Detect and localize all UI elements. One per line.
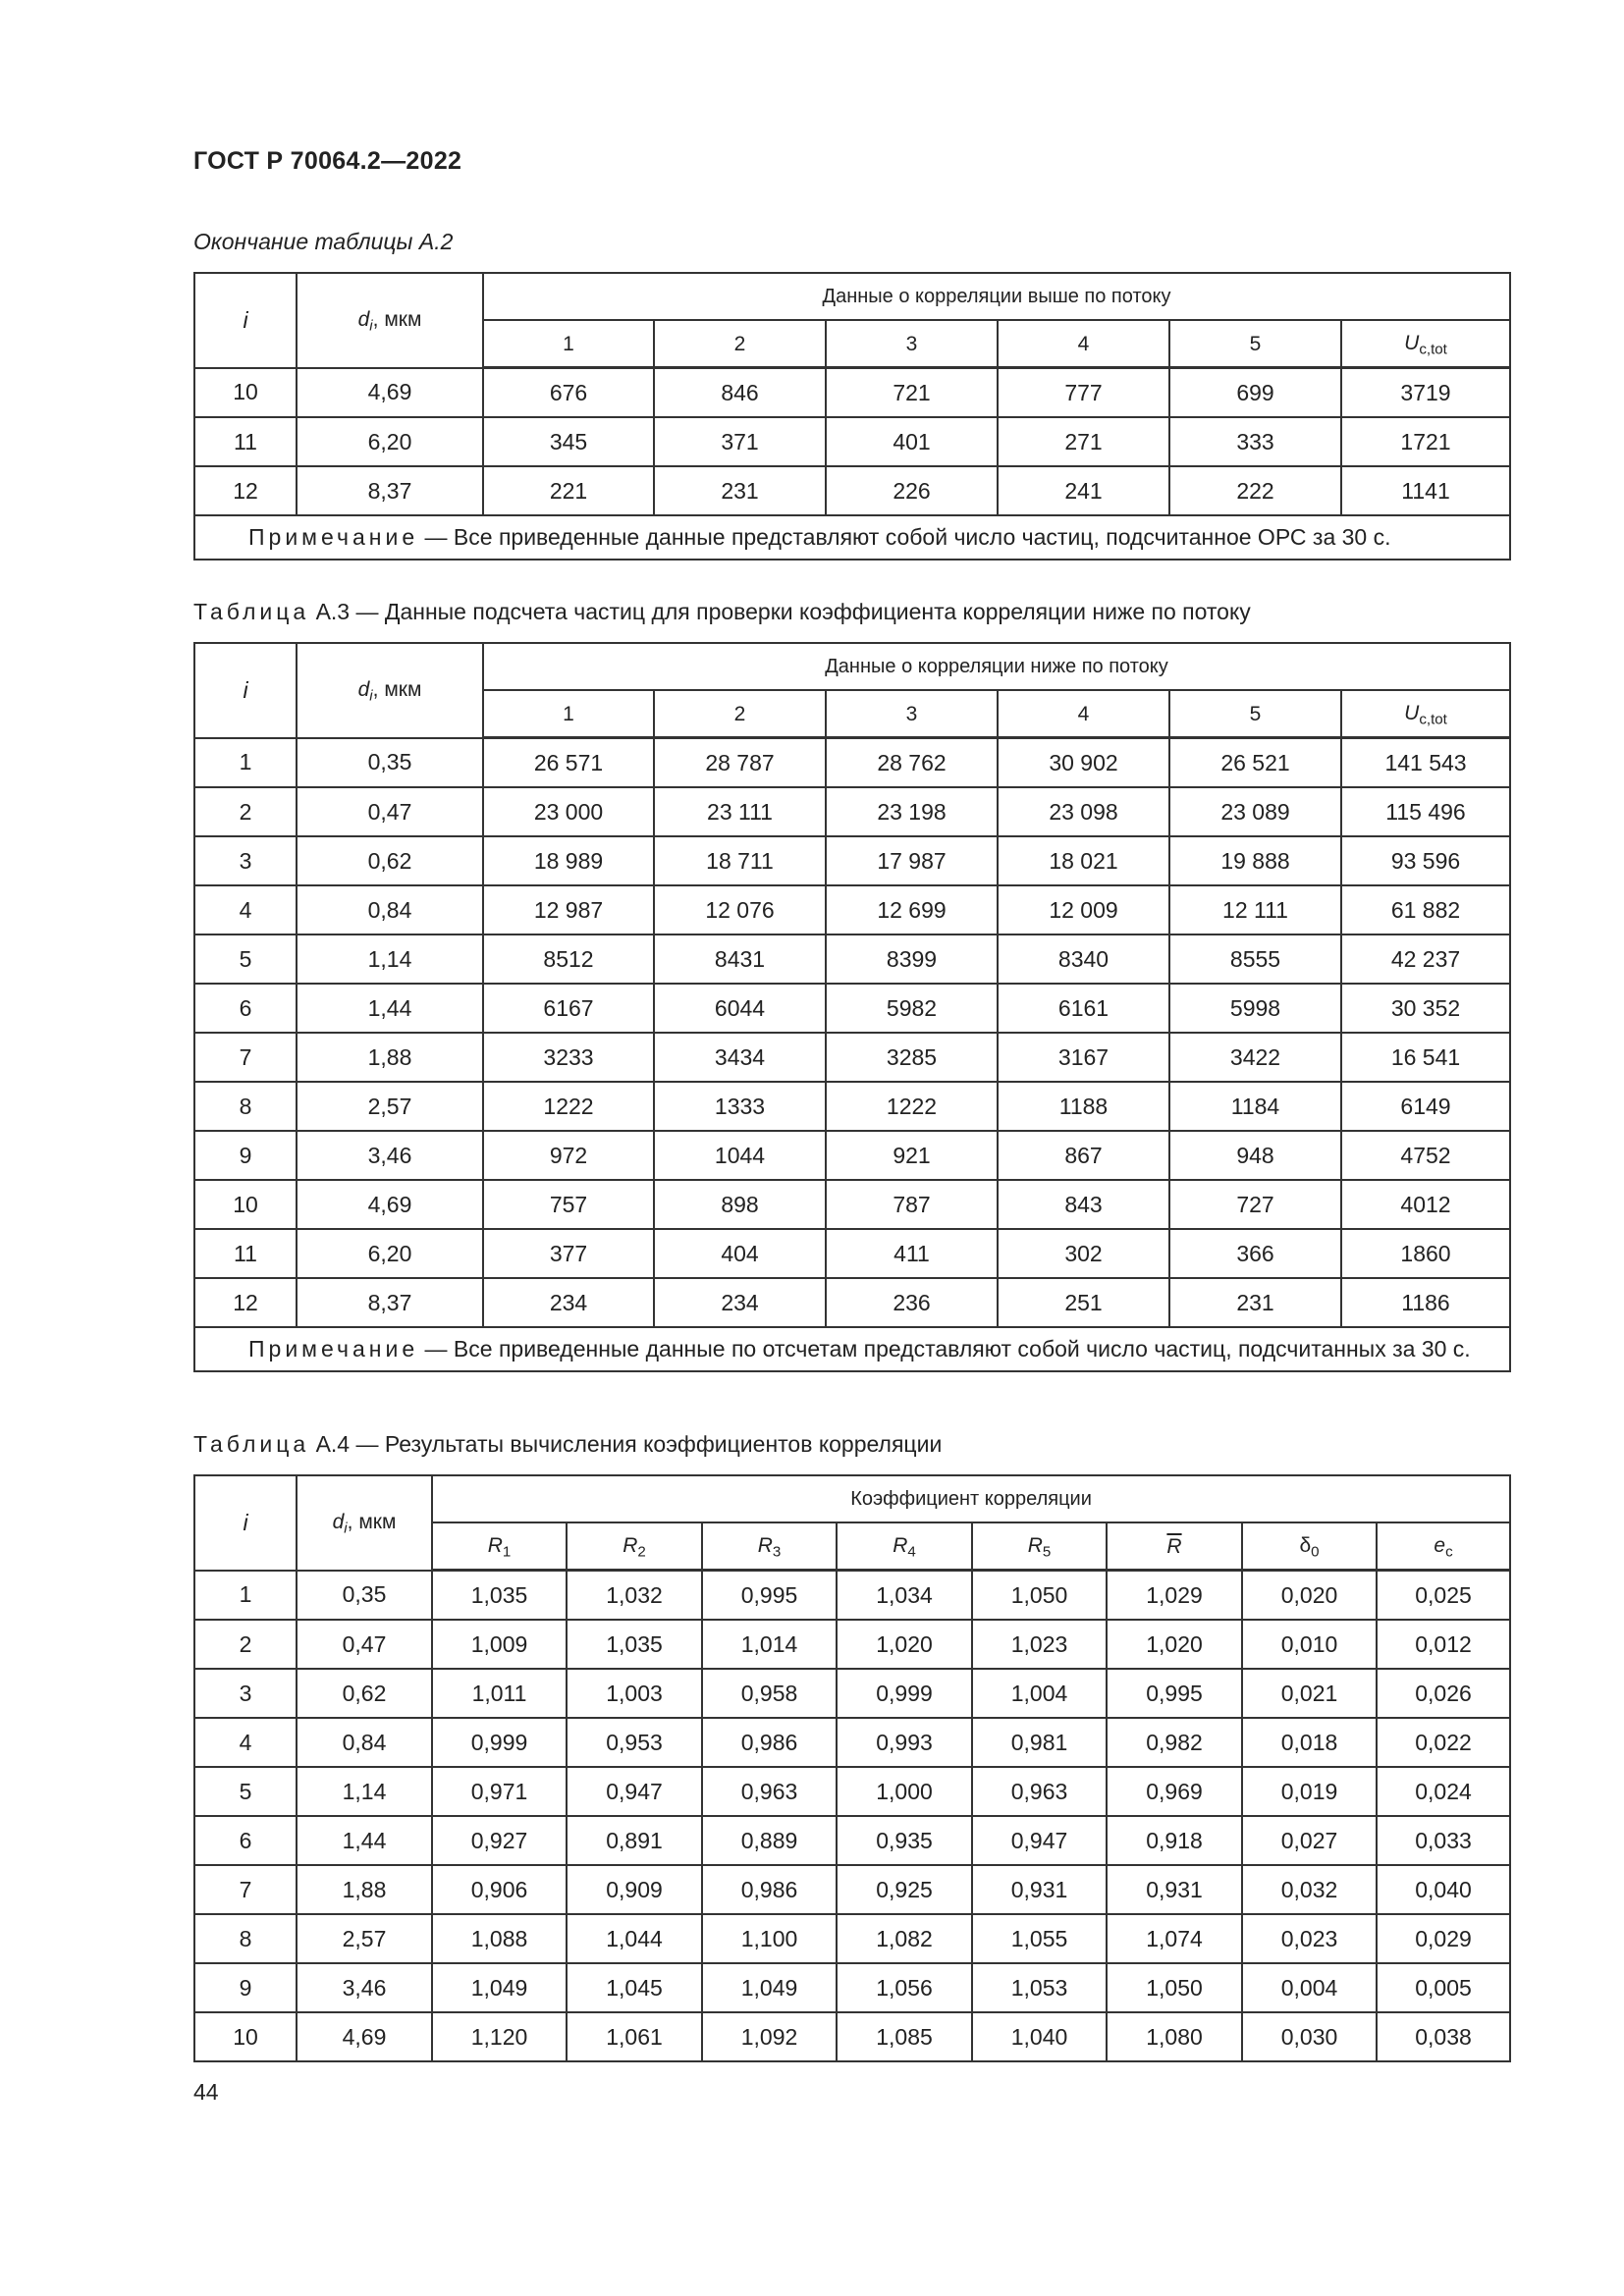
table-cell: 972 bbox=[483, 1131, 654, 1180]
table-row bbox=[194, 417, 1510, 466]
table-cell: 0,024 bbox=[1377, 1767, 1510, 1816]
table-cell: 141 543 bbox=[1341, 738, 1510, 788]
table-cell: 1,023 bbox=[972, 1620, 1107, 1669]
table-cell: 1,14 bbox=[297, 1767, 432, 1816]
table-cell: 1,120 bbox=[432, 2012, 567, 2061]
table-row bbox=[194, 738, 1510, 788]
table-row bbox=[194, 1180, 1510, 1229]
table-cell: 1721 bbox=[1341, 417, 1510, 466]
table-cell: 115 496 bbox=[1341, 787, 1510, 836]
table-cell: 0,935 bbox=[837, 1816, 972, 1865]
table-cell: 0,018 bbox=[1242, 1718, 1377, 1767]
col-header-i: i bbox=[194, 1475, 297, 1571]
table-cell: 4012 bbox=[1341, 1180, 1510, 1229]
table-cell: 7 bbox=[194, 1033, 297, 1082]
table-cell: 0,931 bbox=[972, 1865, 1107, 1914]
sub-header-4: 4 bbox=[998, 690, 1169, 738]
table-cell: 0,953 bbox=[567, 1718, 702, 1767]
table-cell: 0,033 bbox=[1377, 1816, 1510, 1865]
table-cell: 8 bbox=[194, 1914, 297, 1963]
table-row bbox=[194, 1571, 1510, 1621]
table-cell: 0,963 bbox=[972, 1767, 1107, 1816]
table-cell: 1860 bbox=[1341, 1229, 1510, 1278]
table-cell: 8 bbox=[194, 1082, 297, 1131]
table-cell: 1333 bbox=[654, 1082, 826, 1131]
table-cell: 6 bbox=[194, 1816, 297, 1865]
table-cell: 0,909 bbox=[567, 1865, 702, 1914]
table-cell: 1,020 bbox=[837, 1620, 972, 1669]
table-row bbox=[194, 836, 1510, 885]
table-cell: 8431 bbox=[654, 934, 826, 984]
table-cell: 0,891 bbox=[567, 1816, 702, 1865]
table-cell: 3,46 bbox=[297, 1131, 483, 1180]
table-cell: 4752 bbox=[1341, 1131, 1510, 1180]
table-cell: 251 bbox=[998, 1278, 1169, 1327]
table-cell: 12 bbox=[194, 466, 297, 515]
table-cell: 12 009 bbox=[998, 885, 1169, 934]
table-cell: 0,47 bbox=[297, 787, 483, 836]
table-cell: 846 bbox=[654, 368, 826, 418]
table-cell: 1,074 bbox=[1107, 1914, 1242, 1963]
table-cell: 1,044 bbox=[567, 1914, 702, 1963]
table-cell: 30 902 bbox=[998, 738, 1169, 788]
table-cell: 1,14 bbox=[297, 934, 483, 984]
table-cell: 17 987 bbox=[826, 836, 998, 885]
table-cell: 1,032 bbox=[567, 1571, 702, 1621]
sub-header-1: $R_1$ bbox=[432, 1522, 567, 1571]
table-cell: 757 bbox=[483, 1180, 654, 1229]
table-cell: 1,44 bbox=[297, 984, 483, 1033]
table-row bbox=[194, 1767, 1510, 1816]
table-cell: 9 bbox=[194, 1963, 297, 2012]
table-cell: 30 352 bbox=[1341, 984, 1510, 1033]
table-cell: 0,963 bbox=[702, 1767, 837, 1816]
table-cell: 3,46 bbox=[297, 1963, 432, 2012]
table-cell: 1,014 bbox=[702, 1620, 837, 1669]
col-header-diameter: $d_i$, мкм bbox=[297, 643, 483, 738]
table-cell: 271 bbox=[998, 417, 1169, 466]
table-row bbox=[194, 885, 1510, 934]
sub-header-2: $R_2$ bbox=[567, 1522, 702, 1571]
table-cell: 0,947 bbox=[972, 1816, 1107, 1865]
table-row bbox=[194, 934, 1510, 984]
table-cell: 0,918 bbox=[1107, 1816, 1242, 1865]
table-cell: 0,62 bbox=[297, 1669, 432, 1718]
sub-header-5: 5 bbox=[1169, 690, 1341, 738]
table-cell: 727 bbox=[1169, 1180, 1341, 1229]
table-cell: 1044 bbox=[654, 1131, 826, 1180]
table-cell: 1,085 bbox=[837, 2012, 972, 2061]
sub-header-5: $R_5$ bbox=[972, 1522, 1107, 1571]
table-cell: 3233 bbox=[483, 1033, 654, 1082]
table-cell: 18 711 bbox=[654, 836, 826, 885]
table-cell: 0,969 bbox=[1107, 1767, 1242, 1816]
table-cell: 0,927 bbox=[432, 1816, 567, 1865]
table-cell: 9 bbox=[194, 1131, 297, 1180]
table-cell: 19 888 bbox=[1169, 836, 1341, 885]
col-header-i: i bbox=[194, 643, 297, 738]
table-cell: 0,027 bbox=[1242, 1816, 1377, 1865]
table-cell: 8340 bbox=[998, 934, 1169, 984]
table-cell: 222 bbox=[1169, 466, 1341, 515]
table-row bbox=[194, 1816, 1510, 1865]
sub-header-4: $R_4$ bbox=[837, 1522, 972, 1571]
table-row bbox=[194, 2012, 1510, 2061]
table-cell: 302 bbox=[998, 1229, 1169, 1278]
table-cell: 345 bbox=[483, 417, 654, 466]
table-cell: 843 bbox=[998, 1180, 1169, 1229]
table-cell: 1141 bbox=[1341, 466, 1510, 515]
table-cell: 5 bbox=[194, 934, 297, 984]
table-row bbox=[194, 1229, 1510, 1278]
sub-header-3: 3 bbox=[826, 320, 998, 368]
table-cell: 0,889 bbox=[702, 1816, 837, 1865]
table-cell: 1,049 bbox=[702, 1963, 837, 2012]
table-cell: 1 bbox=[194, 1571, 297, 1621]
table-cell: 4,69 bbox=[297, 368, 483, 418]
table-cell: 23 111 bbox=[654, 787, 826, 836]
table-a2-caption: Окончание таблицы А.2 bbox=[193, 229, 454, 254]
table-cell: 2 bbox=[194, 1620, 297, 1669]
sub-header-3: $R_3$ bbox=[702, 1522, 837, 1571]
table-cell: 921 bbox=[826, 1131, 998, 1180]
sub-header-2: 2 bbox=[654, 690, 826, 738]
table-cell: 0,032 bbox=[1242, 1865, 1377, 1914]
table-cell: 0,999 bbox=[837, 1669, 972, 1718]
table-cell: 18 021 bbox=[998, 836, 1169, 885]
table-cell: 1,061 bbox=[567, 2012, 702, 2061]
table-row bbox=[194, 368, 1510, 418]
table-cell: 12 987 bbox=[483, 885, 654, 934]
table-cell: 234 bbox=[483, 1278, 654, 1327]
table-cell: 8399 bbox=[826, 934, 998, 984]
table-cell: 401 bbox=[826, 417, 998, 466]
table-cell: 23 000 bbox=[483, 787, 654, 836]
table-cell: 1 bbox=[194, 738, 297, 788]
table-cell: 1,004 bbox=[972, 1669, 1107, 1718]
table-a4 bbox=[193, 1474, 1511, 2062]
table-cell: 3434 bbox=[654, 1033, 826, 1082]
table-row bbox=[194, 1669, 1510, 1718]
table-cell: 0,986 bbox=[702, 1865, 837, 1914]
table-cell: 1,035 bbox=[567, 1620, 702, 1669]
table-cell: 1,053 bbox=[972, 1963, 1107, 2012]
table-cell: 3719 bbox=[1341, 368, 1510, 418]
table-cell: 5998 bbox=[1169, 984, 1341, 1033]
sub-header-1: 1 bbox=[483, 320, 654, 368]
table-cell: 0,925 bbox=[837, 1865, 972, 1914]
table-cell: 12 111 bbox=[1169, 885, 1341, 934]
table-cell: 1,049 bbox=[432, 1963, 567, 2012]
table-row bbox=[194, 466, 1510, 515]
table-cell: 0,906 bbox=[432, 1865, 567, 1914]
table-cell: 8512 bbox=[483, 934, 654, 984]
group-header-upstream: Данные о корреляции выше по потоку bbox=[483, 273, 1510, 320]
table-cell: 6044 bbox=[654, 984, 826, 1033]
table-cell: 26 571 bbox=[483, 738, 654, 788]
table-cell: 0,947 bbox=[567, 1767, 702, 1816]
sub-header-7: $\delta_0$ bbox=[1242, 1522, 1377, 1571]
table-row bbox=[194, 1131, 1510, 1180]
table-cell: 0,023 bbox=[1242, 1914, 1377, 1963]
table-cell: 2 bbox=[194, 787, 297, 836]
table-a3-caption: Таблица А.3 — Данные подсчета частиц для проверки коэффициента корреляции ниже по потоку bbox=[193, 599, 1251, 624]
table-row bbox=[194, 1914, 1510, 1963]
table-cell: 1,029 bbox=[1107, 1571, 1242, 1621]
sub-header-total: $U_{c,tot}$ bbox=[1341, 320, 1510, 368]
table-cell: 1,034 bbox=[837, 1571, 972, 1621]
table-row bbox=[194, 1082, 1510, 1131]
table-cell: 1,003 bbox=[567, 1669, 702, 1718]
table-cell: 10 bbox=[194, 1180, 297, 1229]
table-cell: 1,056 bbox=[837, 1963, 972, 2012]
table-cell: 8,37 bbox=[297, 466, 483, 515]
table-cell: 1,44 bbox=[297, 1816, 432, 1865]
table-row bbox=[194, 1865, 1510, 1914]
table-cell: 0,004 bbox=[1242, 1963, 1377, 2012]
table-cell: 0,47 bbox=[297, 1620, 432, 1669]
table-cell: 948 bbox=[1169, 1131, 1341, 1180]
table-cell: 6167 bbox=[483, 984, 654, 1033]
table-cell: 1,055 bbox=[972, 1914, 1107, 1963]
table-cell: 0,958 bbox=[702, 1669, 837, 1718]
table-cell: 0,982 bbox=[1107, 1718, 1242, 1767]
table-cell: 1184 bbox=[1169, 1082, 1341, 1131]
table-cell: 231 bbox=[1169, 1278, 1341, 1327]
table-cell: 0,84 bbox=[297, 885, 483, 934]
table-row bbox=[194, 984, 1510, 1033]
table-cell: 3 bbox=[194, 1669, 297, 1718]
table-cell: 2,57 bbox=[297, 1914, 432, 1963]
table-cell: 236 bbox=[826, 1278, 998, 1327]
table-cell: 8,37 bbox=[297, 1278, 483, 1327]
table-cell: 23 198 bbox=[826, 787, 998, 836]
table-cell: 1,088 bbox=[432, 1914, 567, 1963]
table-cell: 4 bbox=[194, 885, 297, 934]
table-cell: 23 098 bbox=[998, 787, 1169, 836]
table-cell: 234 bbox=[654, 1278, 826, 1327]
table-cell: 0,019 bbox=[1242, 1767, 1377, 1816]
table-cell: 12 bbox=[194, 1278, 297, 1327]
table-cell: 787 bbox=[826, 1180, 998, 1229]
table-row bbox=[194, 787, 1510, 836]
table-cell: 404 bbox=[654, 1229, 826, 1278]
table-cell: 3167 bbox=[998, 1033, 1169, 1082]
table-a2 bbox=[193, 272, 1511, 561]
sub-header-1: 1 bbox=[483, 690, 654, 738]
table-cell: 0,981 bbox=[972, 1718, 1107, 1767]
table-cell: 23 089 bbox=[1169, 787, 1341, 836]
table-cell: 221 bbox=[483, 466, 654, 515]
table-a3-note: Примечание — Все приведенные данные по отсчетам представляют собой число частиц, подсчитанных за 30 с. bbox=[194, 1327, 1510, 1371]
sub-header-2: 2 bbox=[654, 320, 826, 368]
table-cell: 1,020 bbox=[1107, 1620, 1242, 1669]
table-cell: 7 bbox=[194, 1865, 297, 1914]
table-cell: 371 bbox=[654, 417, 826, 466]
table-cell: 93 596 bbox=[1341, 836, 1510, 885]
table-cell: 721 bbox=[826, 368, 998, 418]
document-header: ГОСТ Р 70064.2—2022 bbox=[193, 147, 462, 175]
table-cell: 0,040 bbox=[1377, 1865, 1510, 1914]
table-cell: 6,20 bbox=[297, 417, 483, 466]
table-cell: 231 bbox=[654, 466, 826, 515]
table-cell: 0,999 bbox=[432, 1718, 567, 1767]
table-cell: 28 762 bbox=[826, 738, 998, 788]
table-cell: 0,986 bbox=[702, 1718, 837, 1767]
table-cell: 0,993 bbox=[837, 1718, 972, 1767]
table-cell: 0,010 bbox=[1242, 1620, 1377, 1669]
table-cell: 0,995 bbox=[702, 1571, 837, 1621]
sub-header-8: $e_c$ bbox=[1377, 1522, 1510, 1571]
table-cell: 12 699 bbox=[826, 885, 998, 934]
table-cell: 0,012 bbox=[1377, 1620, 1510, 1669]
page-number: 44 bbox=[193, 2079, 219, 2105]
table-cell: 42 237 bbox=[1341, 934, 1510, 984]
table-cell: 676 bbox=[483, 368, 654, 418]
table-cell: 0,020 bbox=[1242, 1571, 1377, 1621]
table-cell: 898 bbox=[654, 1180, 826, 1229]
table-cell: 28 787 bbox=[654, 738, 826, 788]
table-cell: 2,57 bbox=[297, 1082, 483, 1131]
table-cell: 0,84 bbox=[297, 1718, 432, 1767]
table-cell: 18 989 bbox=[483, 836, 654, 885]
table-cell: 699 bbox=[1169, 368, 1341, 418]
table-cell: 0,030 bbox=[1242, 2012, 1377, 2061]
table-cell: 4 bbox=[194, 1718, 297, 1767]
table-cell: 3422 bbox=[1169, 1033, 1341, 1082]
table-cell: 61 882 bbox=[1341, 885, 1510, 934]
table-cell: 0,038 bbox=[1377, 2012, 1510, 2061]
table-cell: 6 bbox=[194, 984, 297, 1033]
table-cell: 6161 bbox=[998, 984, 1169, 1033]
table-cell: 4,69 bbox=[297, 2012, 432, 2061]
table-cell: 1222 bbox=[483, 1082, 654, 1131]
table-a3 bbox=[193, 642, 1511, 1372]
table-row bbox=[194, 1033, 1510, 1082]
table-cell: 1188 bbox=[998, 1082, 1169, 1131]
table-row bbox=[194, 1963, 1510, 2012]
table-cell: 1,092 bbox=[702, 2012, 837, 2061]
table-cell: 10 bbox=[194, 368, 297, 418]
table-a4-caption: Таблица А.4 — Результаты вычисления коэффициентов корреляции bbox=[193, 1431, 943, 1457]
table-cell: 1,050 bbox=[1107, 1963, 1242, 2012]
group-header-correlation: Коэффициент корреляции bbox=[432, 1475, 1510, 1522]
table-cell: 1,035 bbox=[432, 1571, 567, 1621]
table-cell: 6149 bbox=[1341, 1082, 1510, 1131]
table-cell: 0,025 bbox=[1377, 1571, 1510, 1621]
table-cell: 1,082 bbox=[837, 1914, 972, 1963]
table-row bbox=[194, 1278, 1510, 1327]
group-header-downstream: Данные о корреляции ниже по потоку bbox=[483, 643, 1510, 690]
table-cell: 0,995 bbox=[1107, 1669, 1242, 1718]
table-cell: 0,931 bbox=[1107, 1865, 1242, 1914]
table-cell: 5 bbox=[194, 1767, 297, 1816]
table-cell: 8555 bbox=[1169, 934, 1341, 984]
sub-header-3: 3 bbox=[826, 690, 998, 738]
table-cell: 16 541 bbox=[1341, 1033, 1510, 1082]
table-cell: 777 bbox=[998, 368, 1169, 418]
col-header-i: i bbox=[194, 273, 297, 368]
sub-header-5: 5 bbox=[1169, 320, 1341, 368]
table-cell: 333 bbox=[1169, 417, 1341, 466]
table-cell: 1,011 bbox=[432, 1669, 567, 1718]
table-cell: 1186 bbox=[1341, 1278, 1510, 1327]
table-cell: 0,021 bbox=[1242, 1669, 1377, 1718]
table-row bbox=[194, 1718, 1510, 1767]
table-cell: 1222 bbox=[826, 1082, 998, 1131]
table-cell: 411 bbox=[826, 1229, 998, 1278]
table-a2-note: Примечание — Все приведенные данные представляют собой число частиц, подсчитанное ОРС за 30 с. bbox=[194, 515, 1510, 560]
table-cell: 241 bbox=[998, 466, 1169, 515]
table-cell: 1,009 bbox=[432, 1620, 567, 1669]
table-cell: 1,040 bbox=[972, 2012, 1107, 2061]
table-cell: 12 076 bbox=[654, 885, 826, 934]
table-cell: 0,35 bbox=[297, 738, 483, 788]
table-row bbox=[194, 1620, 1510, 1669]
table-cell: 377 bbox=[483, 1229, 654, 1278]
table-cell: 1,88 bbox=[297, 1865, 432, 1914]
table-cell: 0,35 bbox=[297, 1571, 432, 1621]
table-cell: 11 bbox=[194, 1229, 297, 1278]
table-cell: 4,69 bbox=[297, 1180, 483, 1229]
table-cell: 0,026 bbox=[1377, 1669, 1510, 1718]
table-cell: 1,100 bbox=[702, 1914, 837, 1963]
table-cell: 1,050 bbox=[972, 1571, 1107, 1621]
col-header-diameter: $d_i$, мкм bbox=[297, 1475, 432, 1571]
table-cell: 5982 bbox=[826, 984, 998, 1033]
table-cell: 0,62 bbox=[297, 836, 483, 885]
table-cell: 0,029 bbox=[1377, 1914, 1510, 1963]
table-cell: 0,971 bbox=[432, 1767, 567, 1816]
table-cell: 0,005 bbox=[1377, 1963, 1510, 2012]
table-cell: 26 521 bbox=[1169, 738, 1341, 788]
table-cell: 1,88 bbox=[297, 1033, 483, 1082]
table-cell: 366 bbox=[1169, 1229, 1341, 1278]
col-header-diameter: $d_i$, мкм bbox=[297, 273, 483, 368]
sub-header-total: $U_{c,tot}$ bbox=[1341, 690, 1510, 738]
table-cell: 1,000 bbox=[837, 1767, 972, 1816]
sub-header-6: $\overline{R}$ bbox=[1107, 1522, 1242, 1571]
table-cell: 6,20 bbox=[297, 1229, 483, 1278]
table-cell: 3285 bbox=[826, 1033, 998, 1082]
sub-header-4: 4 bbox=[998, 320, 1169, 368]
table-cell: 867 bbox=[998, 1131, 1169, 1180]
table-cell: 1,080 bbox=[1107, 2012, 1242, 2061]
table-cell: 11 bbox=[194, 417, 297, 466]
table-cell: 0,022 bbox=[1377, 1718, 1510, 1767]
table-cell: 3 bbox=[194, 836, 297, 885]
table-cell: 1,045 bbox=[567, 1963, 702, 2012]
table-cell: 226 bbox=[826, 466, 998, 515]
table-cell: 10 bbox=[194, 2012, 297, 2061]
